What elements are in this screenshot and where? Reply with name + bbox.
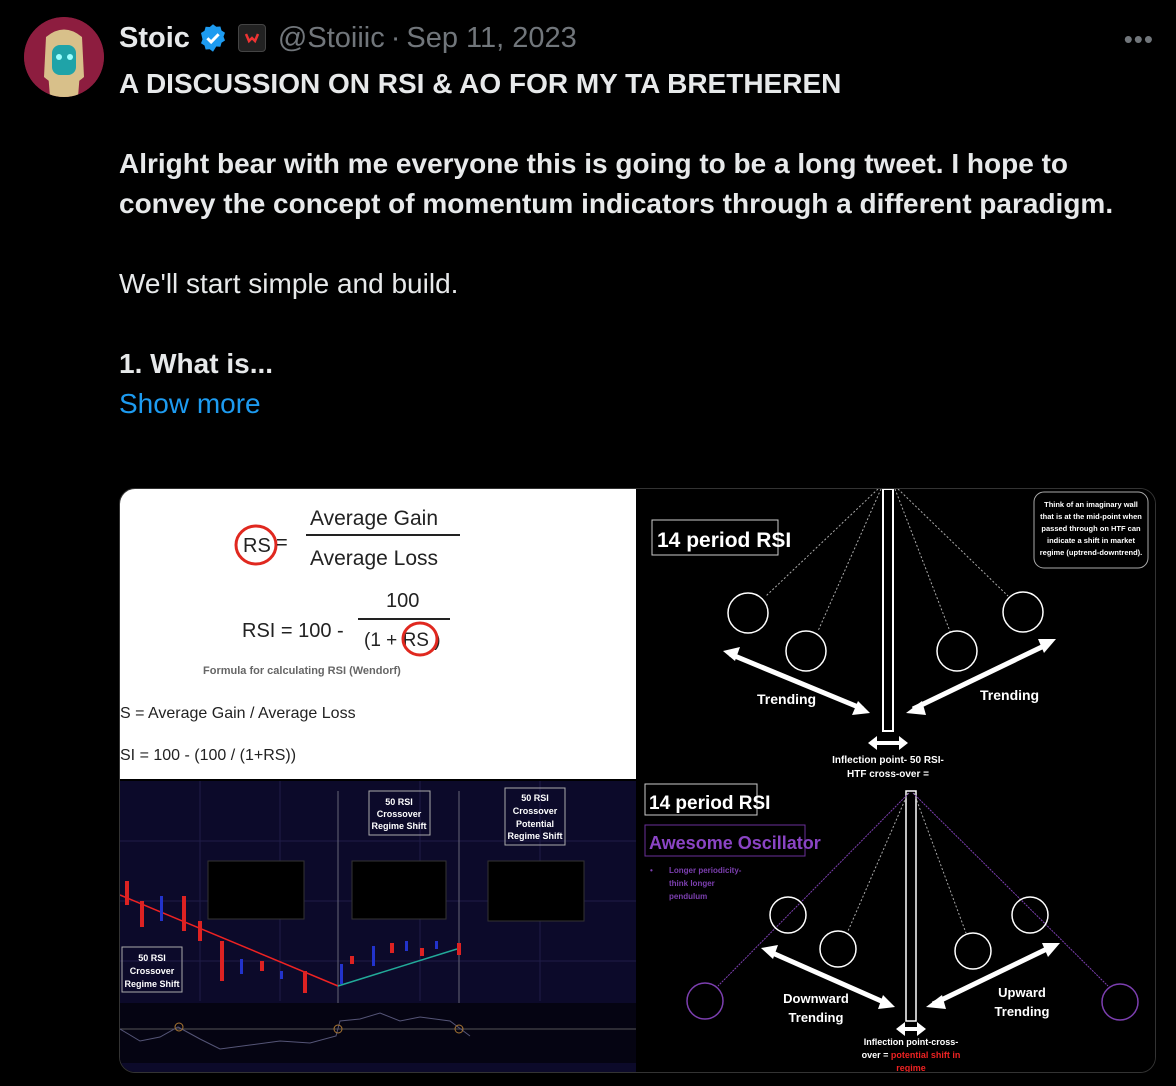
svg-text:=: = [276,532,288,554]
tweet-date[interactable]: Sep 11, 2023 [406,21,577,54]
svg-text:that is at the mid-point when: that is at the mid-point when [1040,512,1142,521]
svg-text:•: • [650,866,653,875]
trending-right: Trending [980,687,1040,703]
avatar[interactable] [24,17,104,97]
svg-text:50 RSI: 50 RSI [138,953,166,963]
more-dots-icon[interactable]: ••• [1123,24,1154,54]
media-image-price-chart[interactable] [120,781,636,1073]
svg-text:Regime Shift: Regime Shift [371,821,427,831]
rsi-label: 14 period RSI [649,793,771,814]
formula-rsi: SI = 100 - (100 / (1+RS)) [120,747,297,764]
inflection-2: HTF cross-over = [847,769,929,779]
show-more-link[interactable]: Show more [119,388,261,419]
tweet-line: 1. What is... [119,348,274,379]
svg-text:(1 + RS ): (1 + RS ) [364,630,441,651]
rs-text: RS [243,535,271,557]
svg-text:Inflection point-cross-: Inflection point-cross- [863,1037,959,1047]
tweet-line: Alright bear with me everyone this is going to be a long tweet. I hope to convey the concept of momentum indicators through a different paradigm. [119,148,1114,219]
svg-text:Regime Shift: Regime Shift [507,831,563,841]
svg-text:Think of an imaginary wall: Think of an imaginary wall [1044,500,1138,509]
numerator: Average Gain [310,507,439,530]
rsi-label: 14 period RSI [657,529,792,552]
formula-rs: S = Average Gain / Average Loss [120,705,356,722]
svg-text:Longer periodicity-: Longer periodicity- [669,866,742,875]
svg-text:Trending: Trending [788,1010,844,1025]
hundred: 100 [386,590,420,612]
separator: · [390,21,401,54]
svg-text:Upward: Upward [998,985,1046,1000]
svg-text:Crossover: Crossover [129,966,175,976]
svg-text:think longer: think longer [669,879,715,888]
inflection-1: Inflection point- 50 RSI- [832,755,944,766]
tweet-title: A DISCUSSION ON RSI & AO FOR MY TA BRETHEREN [119,68,842,99]
svg-text:indicate a shift in market: indicate a shift in market [1047,536,1135,545]
author-handle[interactable]: @Stoiiic [277,21,385,54]
ao-label: Awesome Oscillator [649,833,821,853]
svg-text:Crossover: Crossover [512,806,558,816]
svg-text:Regime Shift: Regime Shift [124,979,180,989]
media-grid [119,488,1156,1073]
media-image-pendulum-rsi[interactable] [638,489,1156,779]
svg-text:50 RSI: 50 RSI [521,793,549,803]
media-image-rsi-formula[interactable] [120,489,636,779]
tweet-line: We'll start simple and build. [119,268,459,299]
svg-text:Potential: Potential [515,819,555,829]
svg-text:50 RSI: 50 RSI [385,797,413,807]
svg-text:regime: regime [896,1063,926,1073]
affiliate-badge-icon[interactable] [238,24,266,52]
tweet-header [119,18,577,58]
author-name[interactable]: Stoic [119,21,190,54]
svg-text:Trending: Trending [994,1004,1050,1019]
formula-caption: Formula for calculating RSI (Wendorf) [203,665,401,677]
denominator: Average Loss [310,547,439,570]
svg-text:pendulum: pendulum [669,892,708,901]
svg-text:Crossover: Crossover [376,809,422,819]
svg-text:regime (uptrend-downtrend).: regime (uptrend-downtrend). [1039,548,1143,557]
svg-text:over = potential shift in: over = potential shift in [861,1050,961,1060]
svg-text:Downward: Downward [783,991,849,1006]
tweet-body [119,64,1159,424]
trending-left: Trending [757,691,817,707]
rsi-formula-lhs: RSI = 100 - [242,620,344,642]
verified-badge-icon [198,23,228,53]
svg-text:passed through on HTF can: passed through on HTF can [1041,524,1141,533]
media-image-pendulum-ao[interactable] [638,781,1156,1073]
